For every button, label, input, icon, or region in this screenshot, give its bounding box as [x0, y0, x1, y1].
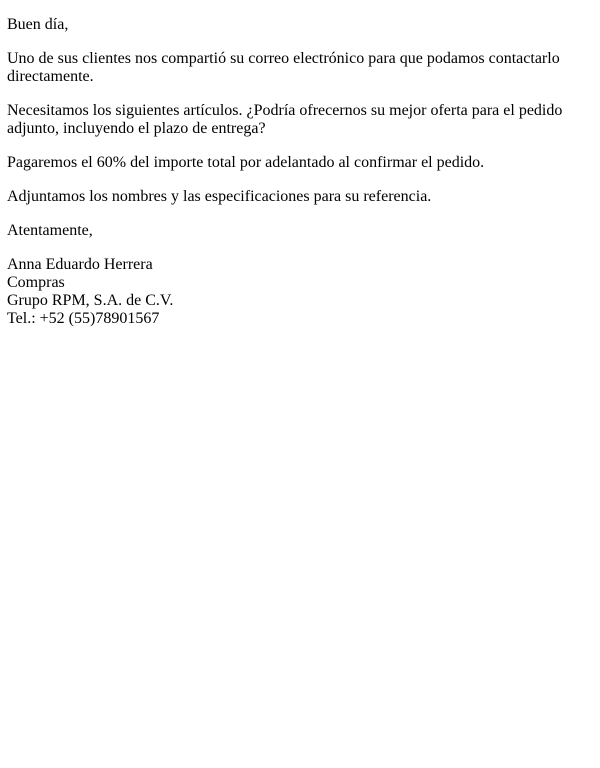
paragraph-request: Necesitamos los siguientes artículos. ¿Podría ofrecernos su mejor oferta para el pedido adjunto, incluyendo el plazo de entrega? [7, 102, 563, 137]
signature-block [7, 256, 587, 328]
paragraph-contact-source: Uno de sus clientes nos compartió su correo electrónico para que podamos contactarlo directamente. [7, 50, 560, 85]
greeting: Buen día, [7, 16, 69, 33]
closing: Atentamente, [7, 222, 93, 239]
signature-department: Compras [7, 274, 65, 291]
paragraph-payment-terms: Pagaremos el 60% del importe total por adelantado al confirmar el pedido. [7, 154, 485, 171]
email-body [7, 16, 587, 328]
paragraph-attachment-note: Adjuntamos los nombres y las especificaciones para su referencia. [7, 188, 432, 205]
signature-name: Anna Eduardo Herrera [7, 256, 153, 273]
signature-phone: Tel.: +52 (55)78901567 [7, 310, 160, 327]
signature-company: Grupo RPM, S.A. de C.V. [7, 292, 174, 309]
